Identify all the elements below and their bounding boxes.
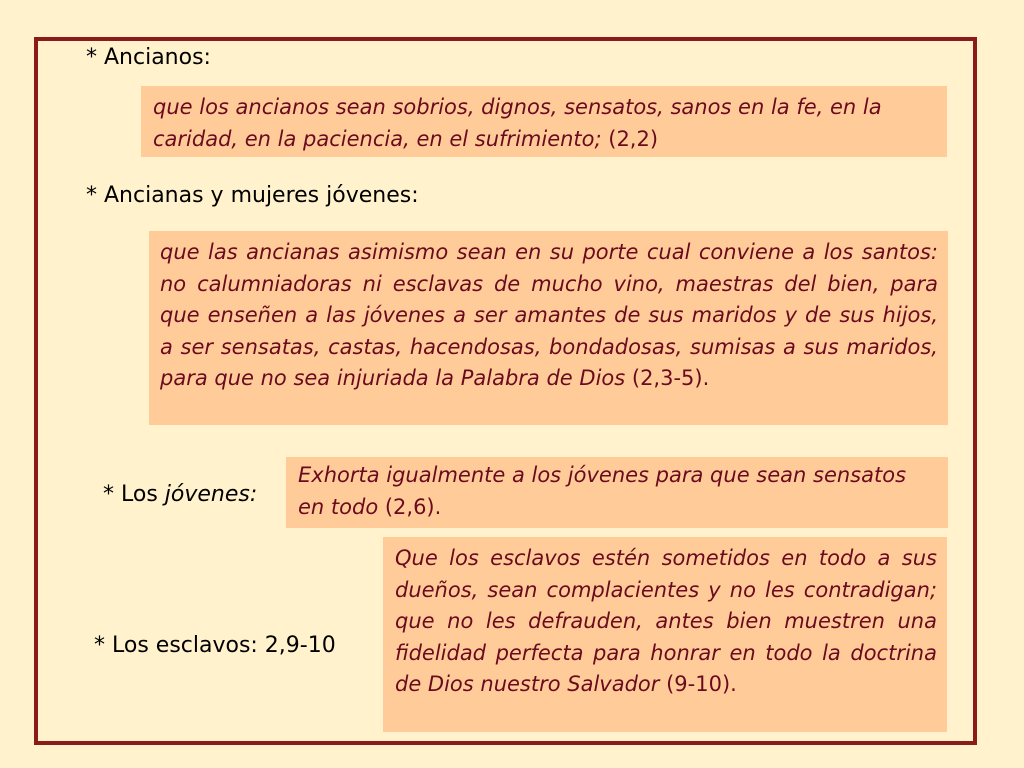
heading-jovenes-prefix: * Los xyxy=(103,482,165,507)
quote-box-ancianas xyxy=(149,231,948,425)
heading-ancianas: * Ancianas y mujeres jóvenes: xyxy=(86,183,419,208)
quote-ancianos: que los ancianos sean sobrios, dignos, sensatos, sanos en la fe, en la caridad, en la paciencia, en el sufrimiento; xyxy=(153,95,882,151)
quote-jovenes: Exhorta igualmente a los jóvenes para que sean sensatos en todo xyxy=(298,463,907,519)
reference-ancianos: (2,2) xyxy=(601,126,659,151)
quote-box-jovenes xyxy=(286,457,948,528)
quote-ancianas: que las ancianas asimismo sean en su porte cual conviene a los santos: no calumniadoras ni esclavas de mucho vino, maestras del bien, para que enseñen a las jóvenes a ser amantes de sus maridos y de sus hijos, a ser sensatas, castas, hacendosas, bondadosas, sumisas a sus maridos, para que no sea injuriada la Palabra de Dios xyxy=(160,240,938,390)
quote-esclavos: Que los esclavos estén sometidos en todo a sus dueños, sean complacientes y no les contradigan; que no les defrauden, antes bien muestren una fidelidad perfecta para honrar en todo la doctrina de Dios nuestro Salvador xyxy=(395,546,937,696)
heading-jovenes-word: jóvenes: xyxy=(164,482,258,507)
quote-box-ancianos xyxy=(141,86,947,157)
reference-esclavos: (9-10). xyxy=(659,672,737,696)
heading-esclavos: * Los esclavos: 2,9-10 xyxy=(94,633,336,658)
heading-jovenes xyxy=(103,481,257,509)
heading-ancianos: * Ancianos: xyxy=(86,45,211,70)
reference-ancianas: (2,3-5). xyxy=(625,366,710,390)
quote-box-esclavos xyxy=(383,537,947,732)
reference-jovenes: (2,6). xyxy=(378,494,442,519)
